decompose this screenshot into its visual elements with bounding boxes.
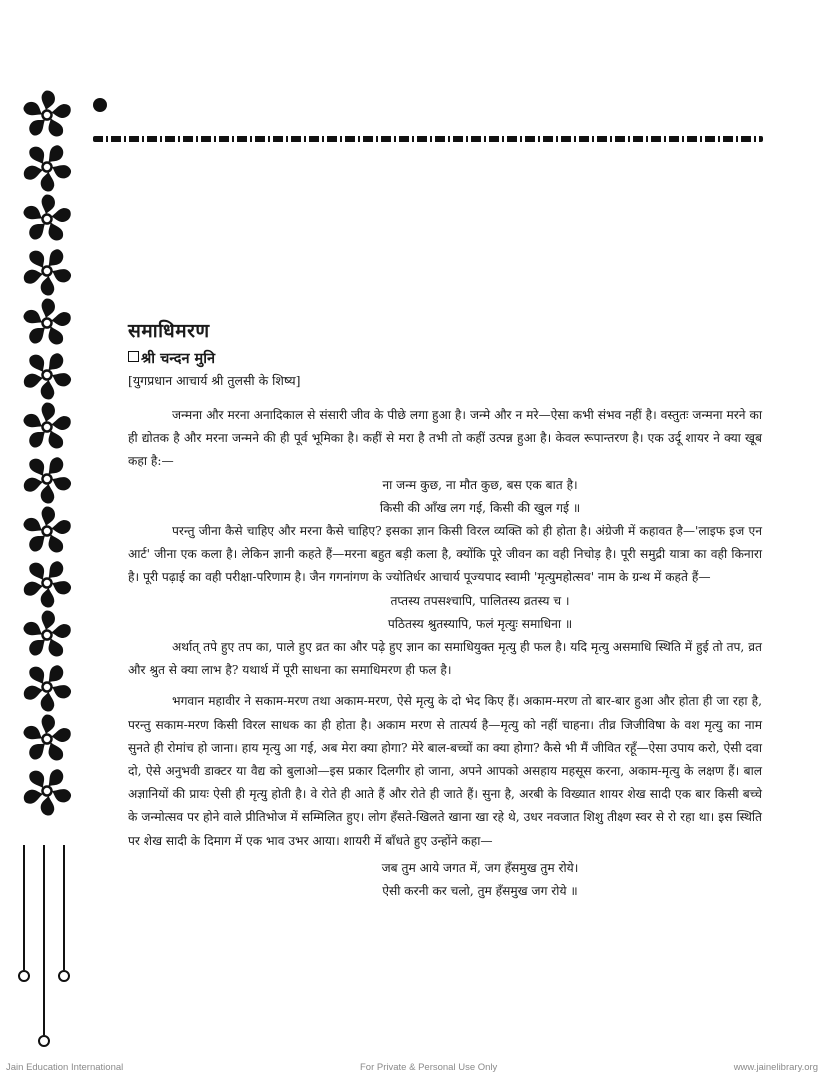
author-name: श्री चन्दन मुनि [141,350,216,367]
filled-circle-icon [93,98,107,112]
paisley-medallion-icon [22,244,72,298]
author-line [128,348,762,370]
verse-1-line-1: ना जन्म कुछ, ना मौत कुछ, बस एक बात है। [382,477,578,492]
paisley-medallion-icon [22,348,72,402]
paragraph-2: परन्तु जीना कैसे चाहिए और मरना कैसे चाहिए? इसका ज्ञान किसी विरल व्यक्ति को ही होता है। अंग्रेजी में कहावत है—'लाइफ इज एन आर्ट' जीना एक कला है। लेकिन ज्ञानी कहते हैं—मरना बहुत बड़ी कला है, क्योंकि पूरे जीवन का वही निचोड़ है। पूरी समुद्री यात्रा का वही किनारा है। पूरी पढ़ाई का वही परीक्षा-परिणाम है। जैन गगनांगण के ज्योतिर्धर आचार्य पूज्यपाद स्वामी 'मृत्युमहोत्सव' नाम के ग्रन्थ में कहते हैं— [128,524,762,585]
paisley-medallion-icon [22,764,72,818]
paisley-medallion-icon [22,400,72,454]
paisley-medallion-icon [22,608,72,662]
footer-center: For Private & Personal Use Only [360,1062,498,1073]
paisley-medallion-border-icon [22,88,72,848]
footer-left: Jain Education International [6,1062,124,1073]
verse-3-line-1: जब तुम आये जगत में, जग हँसमुख तुम रोये। [381,860,579,875]
verse-2-line-1: तप्तस्य तपसश्चापि, पालितस्य व्रतस्य च । [390,593,570,608]
dash-dot-rule-icon [93,136,763,142]
ring-icon [38,1035,50,1047]
hanging-stem-icon [23,845,25,970]
paragraph-4: भगवान महावीर ने सकाम-मरण तथा अकाम-मरण, ऐसे मृत्यु के दो भेद किए हैं। अकाम-मरण तो बार-बार हुआ और होता ही जा रहा है, परन्तु सकाम-मरण किसी विरल साधक का ही होता है। अकाम मरण से तात्पर्य है—मृत्यु को नहीं चाहना। तीव्र जिजीविषा के वश मृत्यु का नाम सुनते ही रोमांच हो जाना। हाय मृत्यु आ गई, अब मेरा क्या होगा? मेरे बाल-बच्चों का क्या होगा? कैसे भी मैं जीवित रहूँ—ऐसा उपाय करो, ऐसी दवा दो, ऐसे अनुभवी डाक्टर या वैद्य को बुलाओ—इस प्रकार दिलगीर हो जाना, अपने आपको असहाय महसूस करना, अकाम-मृत्यु के लक्षण हैं। बाल अज्ञानियों की प्रायः ऐसी ही मृत्यु होती है। वे रोते ही आते हैं और रोते ही जाते हैं। सुना है, अरबी के विख्यात शायर शेख सादी एक बार किसी बच्चे के जन्मोत्सव पर होने वाले प्रीतिभोज में सम्मिलित हुए। लोग हँसते-खिलते खाना खा रहे थे, उधर नवजात शिशु तीक्ष्ण स्वर से रो रहा था। इस स्थिति पर शेख सादी के दिमाग में एक भाव उभर आया। शायरी में बाँधते हुए उन्होंने कहा— [128,694,762,848]
ring-icon [18,970,30,982]
hanging-stem-icon [63,845,65,970]
paisley-medallion-icon [22,88,72,142]
footer-right[interactable]: www.jainelibrary.org [733,1062,818,1073]
paisley-medallion-icon [22,452,72,506]
ring-icon [58,970,70,982]
author-affiliation: [युगप्रधान आचार्य श्री तुलसी के शिष्य] [128,373,301,388]
paisley-medallion-icon [22,660,72,714]
verse-1-line-2: किसी की आँख लग गई, किसी की खुल गई ॥ [379,500,581,515]
paisley-medallion-icon [22,712,72,766]
paisley-medallion-icon [22,192,72,246]
verse-3-line-2: ऐसी करनी कर चलो, तुम हँसमुख जग रोये ॥ [382,884,578,899]
article-title: समाधिमरण [128,320,210,342]
paisley-medallion-icon [22,504,72,558]
square-bullet-icon [128,351,139,362]
verse-2-line-2: पठितस्य श्रुतस्यापि, फलं मृत्युः समाधिना ॥ [387,616,573,631]
paragraph-1: जन्मना और मरना अनादिकाल से संसारी जीव के पीछे लगा हुआ है। जन्मे और न मरे—ऐसा कभी संभव नहीं है। वस्तुतः जन्मना मरने का ही द्योतक है और मरना जन्मने की ही पूर्व भूमिका है। कहीं से मरा है तभी तो कहीं उत्पन्न हुआ है। केवल रूपान्तरण है। एक उर्दू शायर ने क्या खूब कहा है:— [128,408,762,469]
paisley-medallion-icon [22,296,72,350]
paisley-medallion-icon [22,556,72,610]
paisley-medallion-icon [22,140,72,194]
hanging-stem-icon [43,845,45,1035]
article [128,318,762,903]
paragraph-3: अर्थात् तपे हुए तप का, पाले हुए व्रत का और पढ़े हुए ज्ञान का समाधियुक्त मृत्यु ही फल है। यदि मृत्यु असमाधि स्थिति में हुई तो तप, व्रत और श्रुत से क्या लाभ है? यथार्थ में पूरी साधना का समाधिमरण ही फल है। [128,640,762,678]
